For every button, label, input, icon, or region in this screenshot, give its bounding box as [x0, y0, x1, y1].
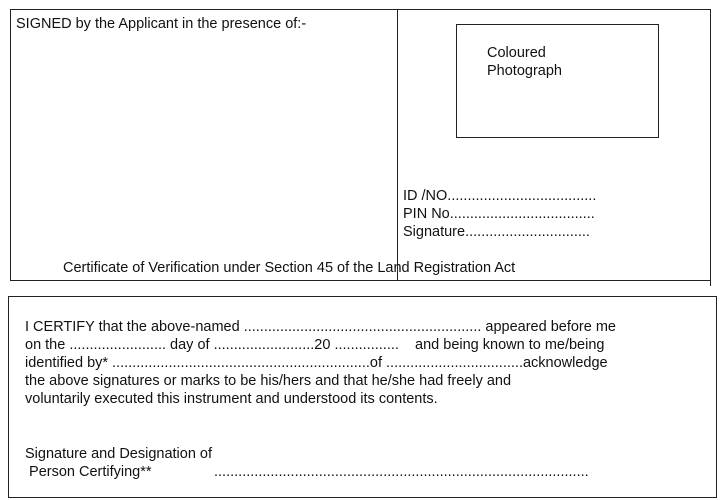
signature-field: Signature............................... [403, 224, 590, 240]
top-border [10, 9, 711, 10]
certify-line-5: voluntarily executed this instrument and understood its contents. [25, 391, 438, 407]
certify-line-4: the above signatures or marks to be his/hers and that he/she had freely and [25, 373, 512, 389]
signature-designation-label-1: Signature and Designation of [25, 446, 213, 462]
right-border [710, 9, 711, 286]
photo-box [456, 24, 659, 138]
certify-line-2: on the ........................ day of .........................20 ................ and being known to me/being [25, 337, 605, 353]
certify-line-1: I CERTIFY that the above-named ........................................................... appeared before me [25, 319, 616, 335]
bottom-border [10, 280, 711, 281]
certificate-box [8, 296, 717, 498]
pin-no-field: PIN No.................................... [403, 206, 595, 222]
certify-line-3: identified by* ................................................................of ..................................acknowledge [25, 355, 608, 371]
photo-label-line1: Coloured [487, 45, 546, 61]
certificate-heading: Certificate of Verification under Section 45 of the Land Registration Act [63, 260, 516, 276]
signature-designation-label-2: Person Certifying** [25, 464, 152, 480]
id-no-field: ID /NO..................................... [403, 188, 597, 204]
signature-designation-dots: ............................................................................................. [214, 464, 589, 480]
signed-by-text: SIGNED by the Applicant in the presence of:- [16, 16, 307, 32]
left-border [10, 9, 11, 280]
center-divider [397, 9, 398, 280]
photo-label-line2: Photograph [487, 63, 562, 79]
